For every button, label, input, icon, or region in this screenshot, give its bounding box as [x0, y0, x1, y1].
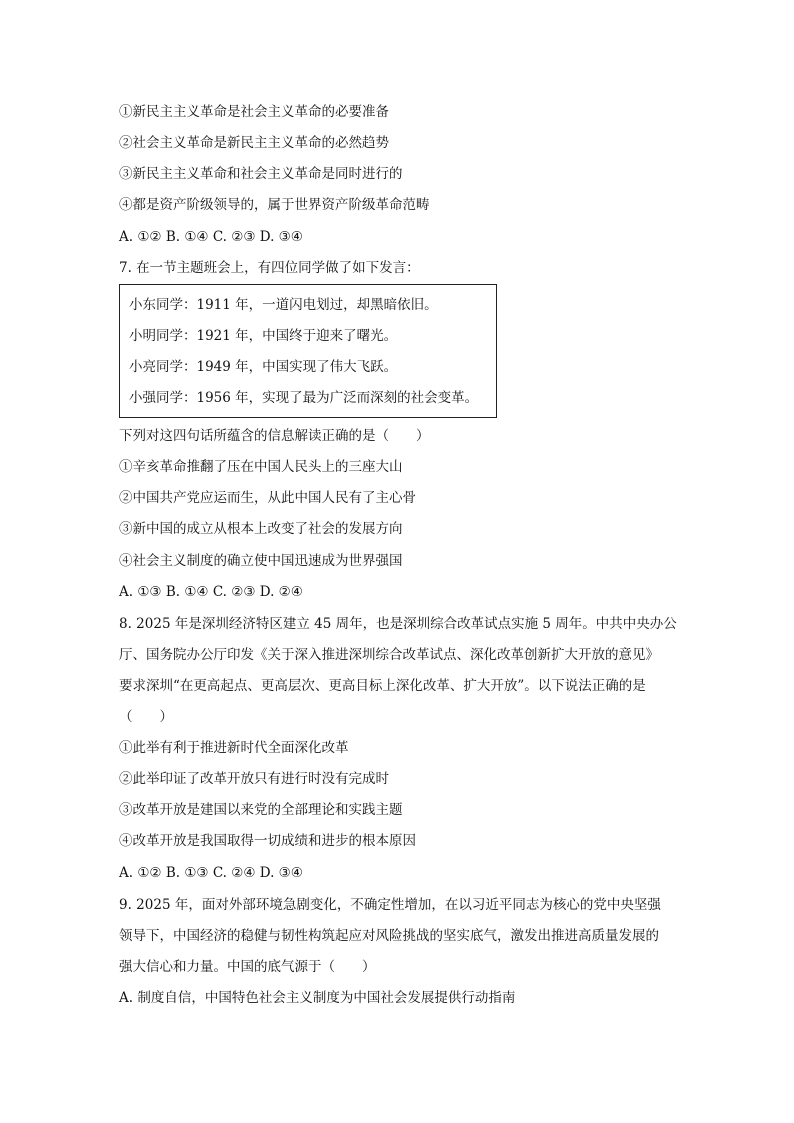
q8-stem-2: 厅、国务院办公厅印发《关于深入推进深圳综合改革试点、深化改革创新扩大开放的意见》: [119, 647, 659, 663]
q6-item-1: ①新民主主义革命是社会主义革命的必要准备: [119, 104, 389, 120]
q7-quote-4: 小强同学：1956 年，实现了最为广泛而深刻的社会变革。: [129, 390, 479, 406]
q8-item-1: ①此举有利于推进新时代全面深化改革: [119, 740, 349, 756]
q7-item-3: ③新中国的成立从根本上改变了社会的发展方向: [119, 521, 403, 537]
q7-item-4: ④社会主义制度的确立使中国迅速成为世界强国: [119, 553, 403, 569]
q7-options: A. ①③ B. ①④ C. ②③ D. ②④: [119, 584, 303, 600]
q8-item-4: ④改革开放是我国取得一切成绩和进步的根本原因: [119, 833, 416, 849]
q6-item-2: ②社会主义革命是新民主主义革命的必然趋势: [119, 135, 389, 151]
q8-stem-3: 要求深圳“在更高起点、更高层次、更高目标上深化改革、扩大开放”。以下说法正确的是: [119, 678, 646, 694]
q8-item-3: ③改革开放是建国以来党的全部理论和实践主题: [119, 802, 403, 818]
q9-stem-3: 强大信心和力量。中国的底气源于（ ）: [119, 959, 376, 975]
q6-item-4: ④都是资产阶级领导的，属于世界资产阶级革命范畴: [119, 197, 430, 213]
q9-stem-2: 领导下，中国经济的稳健与韧性构筑起应对风险挑战的坚实底气，激发出推进高质量发展的: [119, 928, 659, 944]
q6-item-3: ③新民主主义革命和社会主义革命是同时进行的: [119, 166, 403, 182]
q7-quote-3: 小亮同学：1949 年，中国实现了伟大飞跃。: [129, 359, 398, 375]
q7-question: 下列对这四句话所蕴含的信息解读正确的是（ ）: [119, 428, 430, 444]
q7-item-2: ②中国共产党应运而生，从此中国人民有了主心骨: [119, 490, 416, 506]
q9-stem-1: 9. 2025 年，面对外部环境急剧变化，不确定性增加，在以习近平同志为核心的党中央坚强: [119, 897, 661, 913]
q7-item-1: ①辛亥革命推翻了压在中国人民头上的三座大山: [119, 459, 403, 475]
q7-stem: 7. 在一节主题班会上，有四位同学做了如下发言：: [119, 260, 420, 276]
q8-item-2: ②此举印证了改革开放只有进行时没有完成时: [119, 771, 389, 787]
q8-stem-1: 8. 2025 年是深圳经济特区建立 45 周年，也是深圳综合改革试点实施 5 周年。中共中央办公: [119, 616, 677, 632]
q7-quote-2: 小明同学：1921 年，中国终于迎来了曙光。: [129, 328, 398, 344]
q8-stem-4: （ ）: [119, 709, 173, 725]
q9-option-a: A. 制度自信，中国特色社会主义制度为中国社会发展提供行动指南: [119, 990, 516, 1006]
q6-options: A. ①② B. ①④ C. ②③ D. ③④: [119, 229, 303, 245]
q8-options: A. ①② B. ①③ C. ②④ D. ③④: [119, 865, 303, 881]
q7-quote-1: 小东同学：1911 年，一道闪电划过，却黑暗依旧。: [129, 297, 438, 313]
q7-quote-box: [119, 284, 497, 418]
